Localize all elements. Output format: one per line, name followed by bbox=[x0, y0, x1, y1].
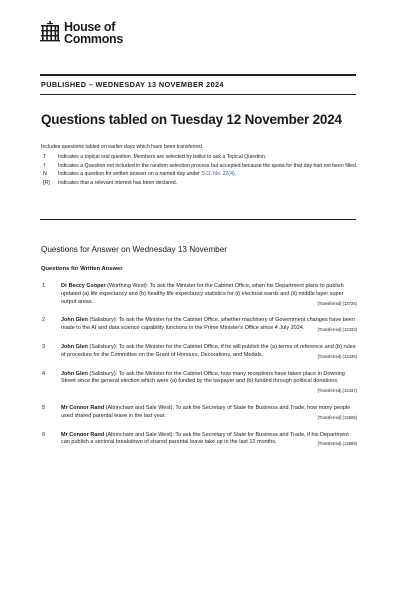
member-name: Mr Connor Rand bbox=[61, 404, 105, 411]
intro-text: Includes questions tabled on earlier days which have been transferred. bbox=[41, 144, 204, 150]
question-number: 5 bbox=[42, 404, 46, 411]
question-number: 4 bbox=[42, 370, 46, 377]
legend-text: Indicates a Question not included in the random selection process but accepted because the quota for that day had not been filled. bbox=[58, 162, 358, 169]
question-reference: [Transferred] (13436) bbox=[317, 353, 357, 359]
question-body bbox=[61, 432, 357, 449]
portcullis-icon bbox=[40, 21, 60, 43]
logo-line-2: Commons bbox=[64, 32, 124, 46]
question-reference: [Transferred] (13433) bbox=[317, 327, 357, 333]
question-text: To ask the Minister for the Cabinet Office, how many receptions have taken place in Downing Street since the general election which were (a) funded by the taxpayer and (b) funded through political donations. bbox=[61, 370, 345, 385]
house-of-commons-logo bbox=[40, 21, 123, 45]
constituency: (Salisbury): bbox=[87, 343, 119, 350]
question-text: To ask the Minister for the Cabinet Office, if he will publish the (a) terms of reference and (b) rules of procedure for the Committee on the Grant of Honours, Decorations, and Medals. bbox=[61, 343, 356, 358]
section-rule bbox=[40, 219, 356, 220]
legend-text: Indicates a question for written answer on a named day under bbox=[58, 171, 202, 177]
question-text: To ask the Secretary of State for Business and Trade, how many people used shared parental leave in the last year. bbox=[61, 404, 351, 419]
question-item bbox=[41, 371, 357, 395]
question-item bbox=[41, 432, 357, 449]
question-number: 3 bbox=[42, 343, 46, 350]
legend bbox=[41, 154, 361, 188]
member-name: Mr Connor Rand bbox=[61, 431, 105, 438]
constituency: (Altrincham and Sale West): bbox=[104, 431, 176, 438]
member-name: Dr Beccy Cooper bbox=[61, 283, 106, 289]
question-item bbox=[41, 317, 357, 334]
legend-symbol: [R] bbox=[43, 179, 50, 186]
questions-list bbox=[41, 283, 357, 448]
question-item bbox=[41, 344, 357, 361]
question-body bbox=[61, 371, 357, 395]
member-name: John Glen bbox=[61, 370, 88, 377]
question-reference: [Transferred] (13726) bbox=[317, 300, 357, 306]
constituency: (Salisbury): bbox=[87, 370, 119, 377]
constituency: (Altrincham and Sale West): bbox=[104, 404, 176, 411]
sub-heading: Questions for Written Answer bbox=[41, 266, 123, 272]
question-item bbox=[41, 283, 357, 307]
legend-text-container bbox=[58, 171, 361, 178]
logo-line-1: House of bbox=[64, 20, 116, 34]
question-number: 2 bbox=[42, 317, 46, 324]
member-name: John Glen bbox=[61, 317, 88, 324]
legend-item-topical bbox=[41, 154, 361, 161]
section-heading: Questions for Answer on Wednesday 13 November bbox=[41, 245, 227, 254]
top-rule bbox=[40, 74, 356, 76]
page-title: Questions tabled on Tuesday 12 November 2024 bbox=[41, 112, 342, 127]
question-item bbox=[41, 405, 357, 422]
constituency: (Salisbury): bbox=[87, 317, 119, 324]
legend-text: Indicates that a relevant interest has been declared. bbox=[58, 179, 178, 186]
question-number: 6 bbox=[42, 431, 46, 438]
question-body bbox=[61, 317, 357, 334]
legend-text: Indicates a topical oral question. Members are selected by ballot to ask a Topical Question. bbox=[58, 154, 267, 160]
constituency: (Worthing West): bbox=[105, 283, 150, 289]
question-number: 1 bbox=[42, 283, 46, 289]
legend-item-named-day bbox=[41, 171, 361, 178]
question-text: To ask the Minister for the Cabinet Office, when his Department plans to publish updated (a) life expectancy and (b) healthy life expectancy statistics for (i) electoral wards and (ii) middle layer super output areas. bbox=[61, 283, 344, 305]
question-reference: [Transferred] (13609) bbox=[317, 441, 357, 447]
logo-wordmark bbox=[64, 21, 123, 45]
legend-symbol: † bbox=[43, 162, 46, 169]
question-body bbox=[61, 405, 357, 422]
member-name: John Glen bbox=[61, 343, 88, 350]
legend-item-dagger bbox=[41, 163, 361, 170]
published-date: PUBLISHED – WEDNESDAY 13 NOVEMBER 2024 bbox=[41, 80, 224, 89]
legend-symbol: N bbox=[43, 171, 47, 177]
question-reference: [Transferred] (13437) bbox=[317, 388, 357, 394]
published-rule bbox=[40, 94, 356, 95]
question-body bbox=[61, 283, 357, 307]
standing-order-link[interactable]: S.O. No. 22(4) bbox=[201, 171, 235, 177]
legend-symbol: T bbox=[43, 154, 47, 160]
legend-item-interest bbox=[41, 180, 361, 187]
question-reference: [Transferred] (13608) bbox=[317, 414, 357, 420]
question-text: To ask the Secretary of State for Business and Trade, if his Department can publish a sectoral breakdown of shared parental leave take up in the last 12 months. bbox=[61, 431, 349, 446]
question-body bbox=[61, 344, 357, 361]
question-text: To ask the Minister for the Cabinet Office, whether machinery of Government changes have been made to the AI and data science capability functions in the Prime Minister's Office since 4 July 2024. bbox=[61, 317, 355, 332]
legend-text-suffix: . bbox=[234, 171, 237, 177]
